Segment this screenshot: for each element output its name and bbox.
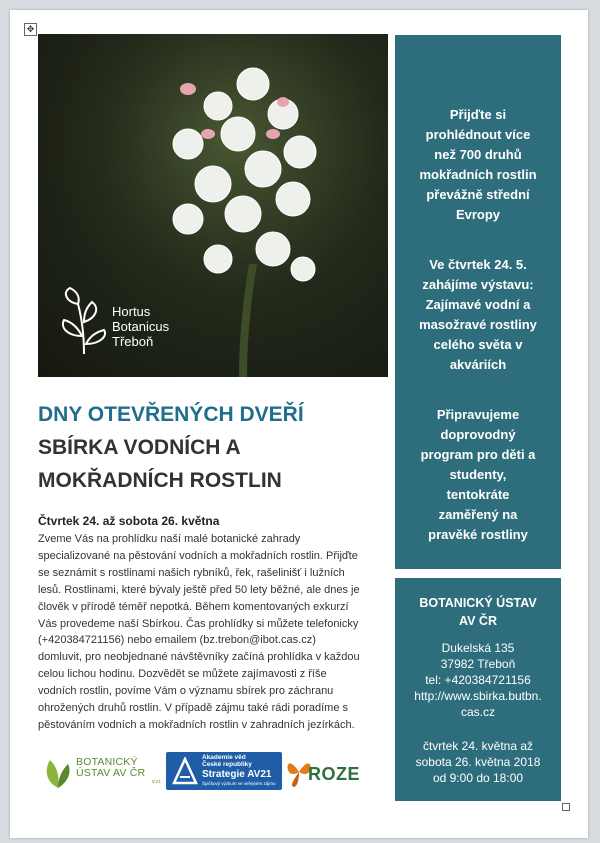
body-line: Zveme Vás na prohlídku naší malé botanické zahrady [38,533,301,545]
hortus-logo-text [112,304,169,349]
roze-logo [286,756,361,788]
flower-logo-icon [56,284,112,356]
sidebar-text: převážně střední [426,187,530,202]
sidebar-text: Evropy [455,207,501,222]
logo-line-1: Hortus [112,304,151,319]
av-line-1 [202,754,252,768]
contact-panel [395,578,561,801]
website-link[interactable]: http://www.sbirka.butbn. [414,689,542,703]
body-line: vodních rostlin, povíme Vám o významu sbírek pro záchranu [38,685,334,698]
sidebar-text: tentokráte [446,487,510,502]
sidebar-info-panel [395,35,561,569]
sidebar-block-2 [395,255,561,375]
address-line: 37982 Třeboň [440,657,516,671]
body-line: Vás provedeme naší Sbírkou. Čas prohlídky si můžete telefonicky [38,617,359,630]
partner-logos [42,752,361,792]
invitation-text [38,531,384,734]
body-line: člověk v přírodě téměř nepotká. Během komentovaných exkurzí [38,600,349,613]
roze-text: ROZE [308,764,361,784]
bu-vvi: v.v.i. [152,779,162,785]
event-date-title: Čtvrtek 24. až sobota 26. května [38,514,220,528]
av-line-2: Strategie AV21 [202,769,272,780]
org-name [395,594,561,630]
sidebar-text: než 700 druhů [434,147,522,162]
body-line: se seznámit s rostlinami našich rybníků, řek, rašelinišť i lužních [38,566,345,579]
sidebar-text: mokřadních rostlin [419,167,537,182]
website-link-cont[interactable]: cas.cz [460,705,495,719]
address [395,640,561,720]
address-line: Dukelská 135 [441,641,515,655]
av21-logo [166,752,282,790]
date-line: sobota 26. května 2018 [415,755,541,769]
headline-subtitle-2: MOKŘADNÍCH ROSTLIN [38,469,282,492]
org-line-2: AV ČR [459,614,497,628]
sidebar-block-3 [395,405,561,545]
sidebar-text: prohlédnout více [425,127,531,142]
flower-photo [38,34,388,377]
av-line-1a: Akademie věd [202,754,246,761]
bu-line-1: BOTANICKÝ [76,756,138,768]
date-line: čtvrtek 24. května až [422,739,534,753]
body-line: specializované na pěstování vodních a mokřadních rostlin. Přijďte [38,549,358,562]
av-line-1b: České republiky [202,761,252,768]
sidebar-text: program pro děti a [420,447,536,462]
headline-subtitle-1: SBÍRKA VODNÍCH A [38,436,241,459]
body-line: celou lichou hodinu. Dozvědět se můžete zajímavosti z říše [38,668,327,681]
body-line: domluvit, pro neobjednané návštěvníky začíná prohlídka v každou [38,651,360,664]
body-line: lesů. Rostlinami, které bývaly ještě před 50 lety běžné, ale dnes je [38,583,360,596]
sidebar-text: Zajímavé vodní a [425,297,531,312]
sidebar-text: doprovodný [440,427,516,442]
body-line: pěstováním vodních a mokřadních rostlin v zahradních jezírkách. [38,718,355,731]
time-line: od 9:00 do 18:00 [432,771,524,785]
sidebar-text: pravěké rostliny [428,527,528,542]
phone-text: tel: +420384721156 [425,673,531,687]
sidebar-text: akváriích [449,357,507,372]
sidebar-text: Ve čtvrtek 24. 5. [429,257,527,272]
bu-logo-text [76,757,145,779]
logo-line-3: Třeboň [112,334,154,349]
av-emblem-icon [172,757,198,785]
av-line-3: Špičkový výzkum ve veřejném zájmu [202,781,276,786]
event-dates [395,738,561,786]
leaf-logo-icon [42,756,74,790]
org-line-1: BOTANICKÝ ÚSTAV [419,596,537,610]
sidebar-text: studenty, [449,467,507,482]
body-line: ohrožených druhů rostlin. V případě zájmu také rádi poradíme s [38,702,348,715]
move-handle-icon[interactable]: ✥ [24,23,37,36]
sidebar-block-1 [395,105,561,225]
sidebar-text: masožravé rostliny [419,317,537,332]
resize-handle-icon[interactable] [562,803,570,811]
sidebar-text: Připravujeme [436,407,520,422]
bu-line-2: ÚSTAV AV ČR [76,767,146,779]
body-line: (+420384721156) nebo emailem (bz.trebon@ibot.cas.cz) [38,634,316,647]
sidebar-text: celého světa v [433,337,523,352]
sidebar-text: zahájíme výstavu: [422,277,534,292]
headline-title: DNY OTEVŘENÝCH DVEŘÍ [38,403,304,426]
logo-line-2: Botanicus [112,319,170,334]
sidebar-text: Přijďte si [449,107,507,122]
headline [38,398,388,497]
sidebar-text: zaměřený na [438,507,518,522]
botanicky-ustav-logo [42,754,160,790]
